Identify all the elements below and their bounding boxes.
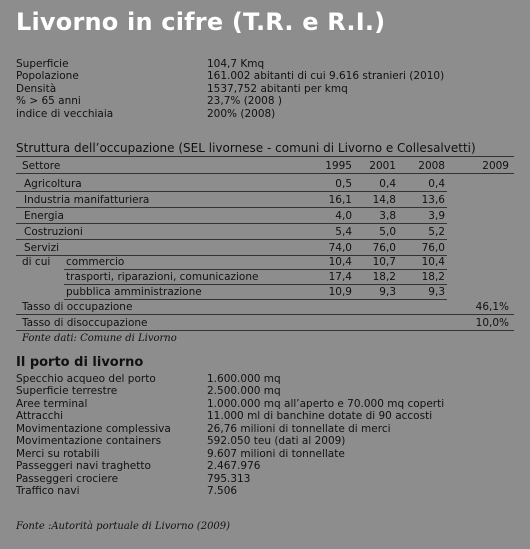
- table-rule-top: [16, 156, 514, 157]
- stat-label: % > 65 anni: [16, 95, 81, 108]
- rate-label: Tasso di disoccupazione: [22, 317, 148, 329]
- row-rule: [16, 207, 447, 208]
- row-value: 18,2: [372, 271, 396, 283]
- row-rule: [64, 284, 447, 285]
- column-header-year: 2008: [418, 160, 445, 172]
- row-value: 0,4: [379, 178, 396, 190]
- row-value: 13,6: [421, 194, 445, 206]
- port-value: 1.600.000 mq: [207, 373, 281, 385]
- port-label: Specchio acqueo del porto: [16, 373, 156, 385]
- port-value: 7.506: [207, 485, 238, 498]
- port-label: Movimentazione containers: [16, 435, 162, 448]
- row-value: 5,4: [335, 226, 352, 238]
- row-label: Costruzioni: [24, 226, 83, 238]
- row-label: Energia: [24, 210, 64, 222]
- port-value: 592.050 teu (dati al 2009): [207, 435, 346, 448]
- row-value: 14,8: [372, 194, 396, 206]
- row-value: 3,8: [379, 210, 396, 222]
- row-label: commercio: [66, 256, 125, 268]
- row-value: 76,0: [421, 242, 445, 254]
- row-rule: [16, 239, 447, 240]
- row-label: Agricoltura: [24, 178, 82, 190]
- port-value: 2.500.000 mq: [207, 385, 281, 398]
- stat-value: 1537,752 abitanti per kmq: [207, 82, 348, 95]
- row-value: 10,4: [421, 256, 445, 268]
- port-value: 1.000.000 mq all’aperto e 70.000 mq coperti: [207, 397, 445, 410]
- row-value: 10,7: [372, 256, 396, 268]
- rate-value: 10,0%: [475, 317, 509, 329]
- row-value: 17,4: [328, 271, 352, 283]
- row-rule: [64, 299, 447, 300]
- port-label: Movimentazione complessiva: [16, 422, 171, 435]
- stat-label: indice di vecchiaia: [16, 107, 114, 120]
- row-value: 10,9: [328, 286, 352, 298]
- row-value: 76,0: [372, 242, 396, 254]
- rate-value: 46,1%: [475, 301, 509, 313]
- row-value: 0,4: [428, 178, 445, 190]
- port-label: Passeggeri crociere: [16, 472, 119, 485]
- stat-label: Densità: [16, 82, 57, 95]
- column-header-year: 1995: [325, 160, 352, 172]
- row-value: 5,0: [379, 226, 396, 238]
- port-value: 9.607 milioni di tonnellate: [207, 447, 345, 460]
- port-label: Merci su rotabili: [16, 447, 100, 460]
- row-value: 16,1: [328, 194, 352, 206]
- stat-value: 104,7 Kmq: [207, 58, 265, 70]
- column-header-sector: Settore: [22, 160, 61, 172]
- stat-value: 161.002 abitanti di cui 9.616 stranieri (2010): [207, 70, 445, 83]
- page-title: Livorno in cifre (T.R. e R.I.): [16, 8, 386, 36]
- port-value: 2.467.976: [207, 460, 261, 473]
- column-header-year: 2009: [482, 160, 509, 172]
- stat-value: 200% (2008): [207, 107, 276, 120]
- employment-heading: Struttura dell’occupazione (SEL livornese - comuni di Livorno e Collesalvetti): [16, 141, 476, 155]
- rate-rule: [16, 314, 514, 315]
- row-value: 5,2: [428, 226, 445, 238]
- port-value: 26,76 milioni di tonnellate di merci: [207, 422, 391, 435]
- row-value: 18,2: [421, 271, 445, 283]
- row-prefix: di cui: [22, 256, 51, 268]
- port-label: Superficie terrestre: [16, 385, 118, 398]
- row-label: pubblica amministrazione: [66, 286, 202, 298]
- row-rule: [16, 191, 447, 192]
- stat-label: Superficie: [16, 58, 69, 70]
- row-label: Industria manifatturiera: [24, 194, 150, 206]
- port-label: Attracchi: [16, 410, 64, 423]
- port-source: Fonte :Autorità portuale di Livorno (2009): [16, 521, 231, 532]
- row-value: 10,4: [328, 256, 352, 268]
- row-value: 9,3: [379, 286, 396, 298]
- row-value: 0,5: [335, 178, 352, 190]
- stat-value: 23,7% (2008 ): [207, 95, 282, 108]
- row-value: 9,3: [428, 286, 445, 298]
- port-value: 795.313: [207, 472, 251, 485]
- port-label: Passeggeri navi traghetto: [16, 460, 151, 473]
- port-heading: Il porto di livorno: [16, 355, 144, 370]
- port-value: 11.000 ml di banchine dotate di 90 accosti: [207, 410, 433, 423]
- row-rule: [64, 269, 447, 270]
- row-value: 3,9: [428, 210, 445, 222]
- row-value: 4,0: [335, 210, 352, 222]
- employment-source: Fonte dati: Comune di Livorno: [22, 333, 177, 344]
- port-label: Aree terminal: [16, 397, 88, 410]
- row-label: Servizi: [24, 242, 60, 254]
- row-label: trasporti, riparazioni, comunicazione: [66, 271, 259, 283]
- row-value: 74,0: [328, 242, 352, 254]
- row-rule: [16, 223, 447, 224]
- column-header-year: 2001: [369, 160, 396, 172]
- rate-rule: [16, 330, 514, 331]
- rate-label: Tasso di occupazione: [22, 301, 133, 313]
- port-label: Traffico navi: [16, 485, 80, 498]
- stat-label: Popolazione: [16, 70, 79, 83]
- table-rule-header: [16, 173, 514, 174]
